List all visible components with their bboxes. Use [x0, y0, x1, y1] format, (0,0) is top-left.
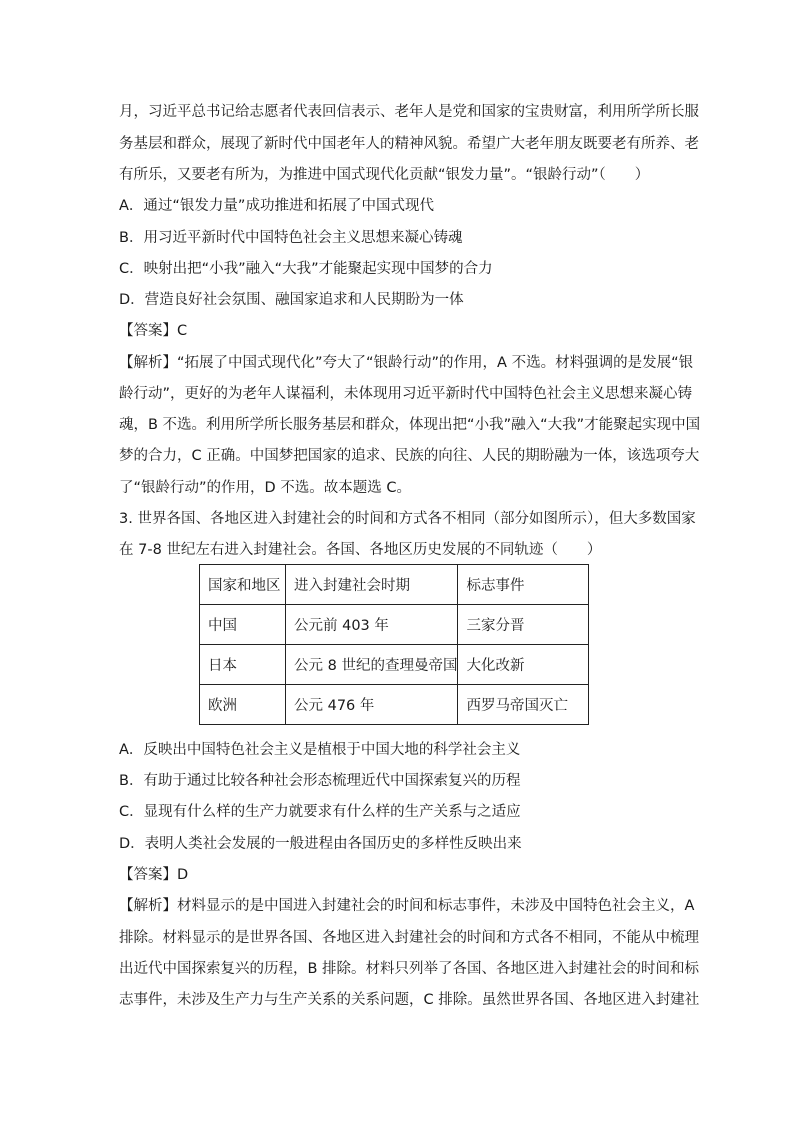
q3-analysis-line: 排除。材料显示的是世界各国、各地区进入封建社会的时间和方式各不相同，不能从中梳理 — [119, 930, 699, 946]
q3-analysis-line: 出近代中国探索复兴的历程，B 排除。材料只列举了各国、各地区进入封建社会的时间和标 — [119, 961, 700, 977]
q2-answer: 【答案】C — [119, 323, 188, 339]
table-cell: 公元 476 年 — [286, 685, 458, 725]
table-cell: 三家分晋 — [458, 605, 589, 645]
table-cell: 公元 8 世纪的查理曼帝国 — [286, 645, 458, 685]
table-cell: 中国 — [200, 605, 286, 645]
q3-stem-line: 3. 世界各国、各地区进入封建社会的时间和方式各不相同（部分如图所示），但大多数国家 — [119, 511, 696, 527]
q2-analysis-line: 魂，B 不选。利用所学所长服务基层和群众，体现出把“小我”融入“大我”才能聚起实现中国 — [119, 417, 701, 433]
q3-stem-line: 在 7-8 世纪左右进入封建社会。各国、各地区历史发展的不同轨迹（ ） — [119, 542, 602, 558]
q3-option-b: B．有助于通过比较各种社会形态梳理近代中国探索复兴的历程 — [119, 773, 521, 789]
q3-analysis-line: 志事件，未涉及生产力与生产关系的关系问题，C 排除。虽然世界各国、各地区进入封建社 — [119, 992, 700, 1008]
q2-analysis-line: 梦的合力，C 正确。中国梦把国家的追求、民族的向往、人民的期盼融为一体，该选项夸大 — [119, 448, 700, 464]
table-header-cell: 进入封建社会时期 — [286, 565, 458, 605]
table-cell: 日本 — [200, 645, 286, 685]
q2-option-b: B．用习近平新时代中国特色社会主义思想来凝心铸魂 — [119, 230, 463, 246]
q3-option-a: A．反映出中国特色社会主义是植根于中国大地的科学社会主义 — [119, 742, 521, 758]
q2-option-d: D．营造良好社会氛围、融国家追求和人民期盼为一体 — [119, 292, 464, 308]
q2-stem-line: 月，习近平总书记给志愿者代表回信表示、老年人是党和国家的宝贵财富，利用所学所长服 — [119, 104, 699, 120]
q3-option-c: C．显现有什么样的生产力就要求有什么样的生产关系与之适应 — [119, 804, 521, 820]
q2-stem-line: 务基层和群众，展现了新时代中国老年人的精神风貌。希望广大老年朋友既要老有所养、老 — [119, 136, 699, 152]
q2-option-a: A．通过“银发力量”成功推进和拓展了中国式现代 — [119, 198, 434, 214]
table-header-cell: 标志事件 — [458, 565, 589, 605]
table-header-cell: 国家和地区 — [200, 565, 286, 605]
table-header-row — [200, 565, 589, 605]
q2-analysis-line: 【解析】“拓展了中国式现代化”夸大了“银龄行动”的作用，A 不选。材料强调的是发展“银 — [119, 355, 694, 371]
table-row — [200, 605, 589, 645]
table-cell: 公元前 403 年 — [286, 605, 458, 645]
q3-option-d: D．表明人类社会发展的一般进程由各国历史的多样性反映出来 — [119, 836, 522, 852]
q2-analysis-line: 龄行动”，更好的为老年人谋福利，未体现用习近平新时代中国特色社会主义思想来凝心铸 — [119, 386, 693, 402]
q2-analysis-line: 了“银龄行动”的作用，D 不选。故本题选 C。 — [119, 480, 412, 496]
table-row — [200, 685, 589, 725]
table-row — [200, 645, 589, 685]
q2-option-c: C．映射出把“小我”融入“大我”才能聚起实现中国梦的合力 — [119, 261, 493, 277]
table-cell: 欧洲 — [200, 685, 286, 725]
q3-analysis-line: 【解析】材料显示的是中国进入封建社会的时间和标志事件，未涉及中国特色社会主义，A — [119, 898, 695, 914]
q3-answer: 【答案】D — [119, 867, 189, 883]
feudal-society-table — [199, 564, 589, 725]
q2-stem-line: 有所乐，又要老有所为，为推进中国式现代化贡献“银发力量”。“银龄行动”（ ） — [119, 167, 650, 183]
table-cell: 大化改新 — [458, 645, 589, 685]
table-cell: 西罗马帝国灭亡 — [458, 685, 589, 725]
